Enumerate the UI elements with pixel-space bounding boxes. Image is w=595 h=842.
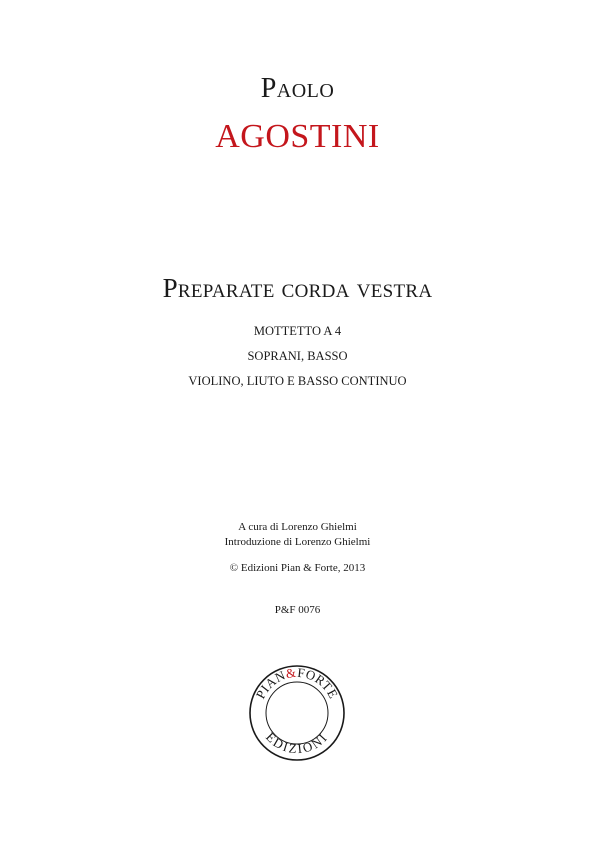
svg-text:PIAN&FORTE: PIAN&FORTE [252, 664, 342, 702]
copyright-notice: © Edizioni Pian & Forte, 2013 [229, 562, 366, 574]
work-voices: SOPRANI, BASSO [247, 349, 348, 363]
catalog-number: P&F 0076 [274, 604, 321, 616]
composer-last-name: AGOSTINI [215, 118, 380, 155]
introduction-credit: Introduzione di Lorenzo Ghielmi [224, 536, 371, 548]
work-genre: MOTTETTO A 4 [253, 324, 342, 338]
seal-icon [247, 663, 347, 763]
editor-credit: A cura di Lorenzo Ghielmi [238, 521, 357, 533]
composer-first-name: Paolo [260, 73, 335, 104]
work-title: Preparate corda vestra [162, 273, 433, 303]
svg-text:EDIZIONI: EDIZIONI [262, 729, 332, 757]
work-instruments: VIOLINO, LIUTO E BASSO CONTINUO [188, 374, 407, 388]
publisher-seal-logo [247, 663, 347, 763]
